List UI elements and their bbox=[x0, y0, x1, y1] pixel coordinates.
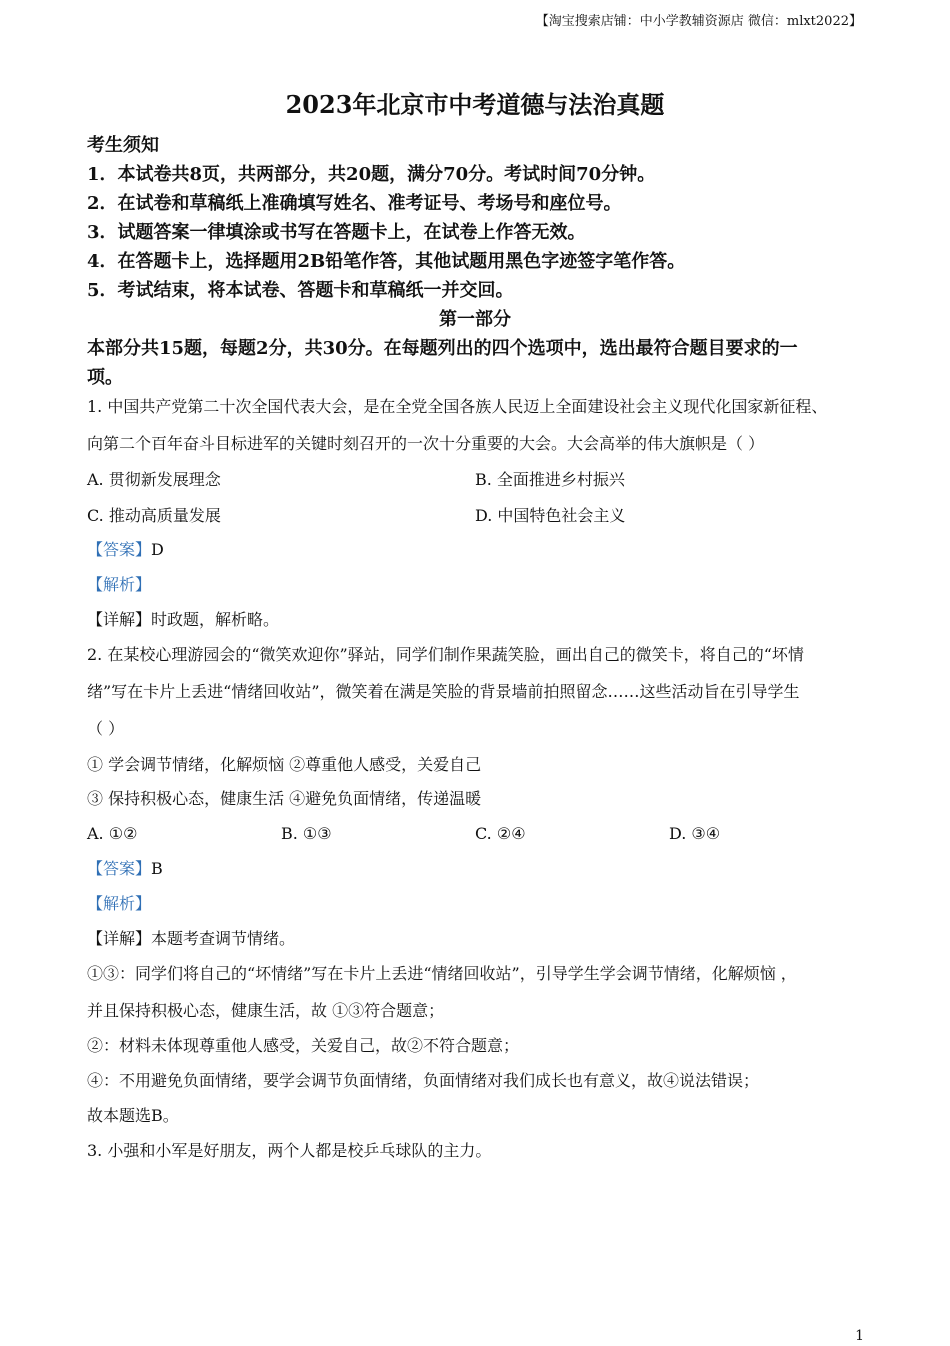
q2-statements-1: ① 学会调节情绪，化解烦恼 ②尊重他人感受，关爱自己 bbox=[87, 755, 482, 774]
q3-stem: 3. 小强和小军是好朋友，两个人都是校乒乓球队的主力。 bbox=[87, 1141, 492, 1160]
q1-option-b: B. 全面推进乡村振兴 bbox=[475, 470, 625, 489]
q2-option-c: C. ②④ bbox=[475, 824, 526, 843]
q2-conclusion: 故本题选B。 bbox=[87, 1106, 179, 1125]
q1-answer bbox=[87, 540, 164, 560]
notice-heading: 考生须知 bbox=[87, 135, 159, 156]
part1-intro: 本部分共15题，每题2分，共30分。在每题列出的四个选项中，选出最符合题目要求的一 bbox=[87, 338, 798, 359]
q2-answer-value: B bbox=[151, 859, 163, 878]
notice-item: 4．在答题卡上，选择题用2B铅笔作答，其他试题用黑色字迹签字笔作答。 bbox=[87, 251, 686, 272]
notice-item: 2．在试卷和草稿纸上准确填写姓名、准考证号、考场号和座位号。 bbox=[87, 193, 622, 214]
q1-answer-value: D bbox=[151, 540, 164, 559]
q2-option-a: A. ①② bbox=[87, 824, 138, 843]
detail-tag: 【详解】 bbox=[87, 929, 152, 948]
q1-detail-text: 时政题，解析略。 bbox=[151, 610, 280, 629]
page-number: 1 bbox=[855, 1328, 864, 1344]
notice-item: 3．试题答案一律填涂或书写在答题卡上，在试卷上作答无效。 bbox=[87, 222, 586, 243]
q2-detail-text: 本题考查调节情绪。 bbox=[151, 929, 296, 948]
q2-statements-2: ③ 保持积极心态，健康生活 ④避免负面情绪，传递温暖 bbox=[87, 789, 482, 808]
q1-stem-cont: 向第二个百年奋斗目标进军的关键时刻召开的一次十分重要的大会。大会高举的伟大旗帜是（ ） bbox=[87, 434, 765, 453]
q1-detail bbox=[87, 610, 279, 630]
q1-option-d: D. 中国特色社会主义 bbox=[475, 506, 626, 525]
notice-item: 1．本试卷共8页，共两部分，共20题，满分70分。考试时间70分钟。 bbox=[87, 164, 656, 185]
notice-item: 5．考试结束，将本试卷、答题卡和草稿纸一并交回。 bbox=[87, 280, 514, 301]
answer-tag: 【答案】 bbox=[87, 540, 152, 559]
detail-tag: 【详解】 bbox=[87, 610, 152, 629]
q2-explanation-3: ④：不用避免负面情绪，要学会调节负面情绪，负面情绪对我们成长也有意义，故④说法错误； bbox=[87, 1071, 760, 1090]
answer-tag: 【答案】 bbox=[87, 859, 152, 878]
q1-analysis-tag: 【解析】 bbox=[87, 575, 152, 594]
q2-analysis-tag: 【解析】 bbox=[87, 894, 152, 913]
q2-option-b: B. ①③ bbox=[281, 824, 332, 843]
q2-detail bbox=[87, 929, 295, 949]
q2-option-d: D. ③④ bbox=[669, 824, 721, 843]
q2-answer bbox=[87, 859, 163, 879]
q2-stem-cont: 绪”写在卡片上丢进“情绪回收站”，微笑着在满是笑脸的背景墙前拍照留念……这些活动旨在引导学生 bbox=[87, 682, 800, 701]
page-header: 【淘宝搜索店铺：中小学教辅资源店 微信：mlxt2022】 bbox=[535, 14, 862, 29]
q2-stem-paren: （ ） bbox=[87, 719, 125, 738]
q2-explanation-1: ①③：同学们将自己的“坏情绪”写在卡片上丢进“情绪回收站”，引导学生学会调节情绪，化解烦恼 ， bbox=[87, 964, 797, 983]
part1-intro-cont: 项。 bbox=[87, 367, 123, 388]
q1-option-a: A. 贯彻新发展理念 bbox=[87, 470, 221, 489]
q2-explanation-2: ②：材料未体现尊重他人感受，关爱自己，故②不符合题意； bbox=[87, 1036, 520, 1055]
q1-stem: 1. 中国共产党第二十次全国代表大会，是在全党全国各族人民迈上全面建设社会主义现代化国家新征程、 bbox=[87, 397, 828, 416]
q2-stem: 2. 在某校心理游园会的“微笑欢迎你”驿站，同学们制作果蔬笑脸，画出自己的微笑卡，将自己的“坏情 bbox=[87, 645, 804, 664]
page-title: 2023年北京市中考道德与法治真题 bbox=[285, 90, 665, 119]
part1-heading: 第一部分 bbox=[439, 309, 511, 330]
q1-option-c: C. 推动高质量发展 bbox=[87, 506, 221, 525]
q2-explanation-1-cont: 并且保持积极心态，健康生活，故 ①③符合题意； bbox=[87, 1001, 445, 1020]
